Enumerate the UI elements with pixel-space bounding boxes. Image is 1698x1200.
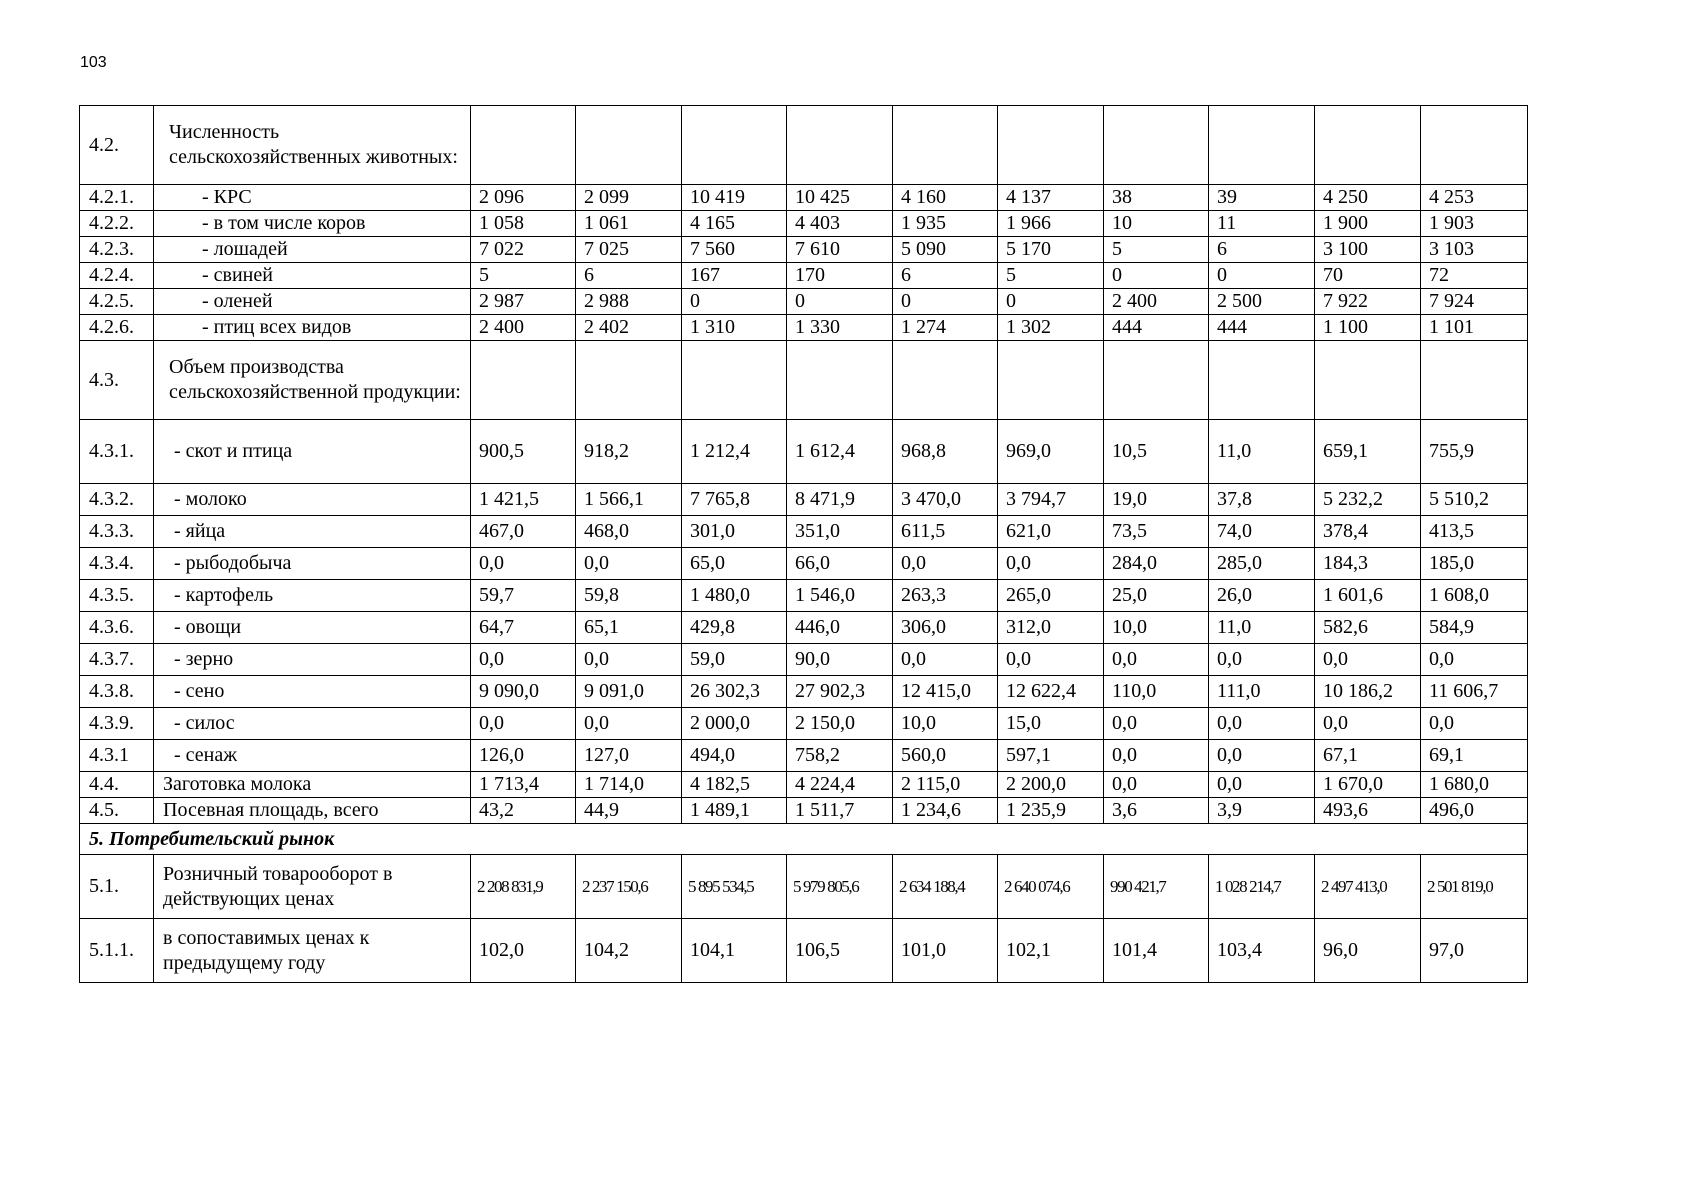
value-cell: 103,4 (1209, 919, 1315, 983)
value-cell: 2 200,0 (998, 772, 1104, 798)
value-cell: 15,0 (998, 708, 1104, 740)
value-cell: 4 182,5 (682, 772, 787, 798)
value-cell: 37,8 (1209, 484, 1315, 516)
value-cell: 1 546,0 (787, 580, 893, 612)
empty-cell (576, 341, 682, 420)
value-cell: 10 419 (682, 185, 787, 211)
value-cell: 1 903 (1421, 211, 1528, 237)
table-row (80, 580, 1528, 612)
value-cell: 4 165 (682, 211, 787, 237)
value-cell: 25,0 (1104, 580, 1209, 612)
value-cell: 1 058 (471, 211, 576, 237)
value-cell: 6 (1209, 237, 1315, 263)
value-cell: 0 (682, 289, 787, 315)
value-cell: 104,1 (682, 919, 787, 983)
value-cell: 44,9 (576, 798, 682, 824)
value-cell: 3 470,0 (893, 484, 998, 516)
value-cell: 306,0 (893, 612, 998, 644)
value-cell: 9 091,0 (576, 676, 682, 708)
value-cell: 59,7 (471, 580, 576, 612)
value-cell: 12 415,0 (893, 676, 998, 708)
value-cell: 312,0 (998, 612, 1104, 644)
value-cell: 3 794,7 (998, 484, 1104, 516)
value-cell: 4 224,4 (787, 772, 893, 798)
value-cell: 263,3 (893, 580, 998, 612)
value-cell: 429,8 (682, 612, 787, 644)
value-cell: 0,0 (1209, 740, 1315, 772)
value-cell: 1 714,0 (576, 772, 682, 798)
value-cell: 7 025 (576, 237, 682, 263)
value-cell: 1 680,0 (1421, 772, 1528, 798)
value-cell: 1 713,4 (471, 772, 576, 798)
empty-cell (787, 106, 893, 185)
row-label: - птиц всех видов (154, 315, 471, 341)
row-label: Численность сельскохозяйственных животных: (154, 106, 471, 185)
value-cell: 2 988 (576, 289, 682, 315)
value-cell: 5 232,2 (1315, 484, 1421, 516)
row-label: - молоко (154, 484, 471, 516)
table-row (80, 644, 1528, 676)
value-cell: 7 924 (1421, 289, 1528, 315)
row-label: - силос (154, 708, 471, 740)
empty-cell (682, 341, 787, 420)
value-cell: 170 (787, 263, 893, 289)
value-cell: 758,2 (787, 740, 893, 772)
statistics-table (79, 105, 1528, 983)
section-header-row (80, 341, 1528, 420)
value-cell: 493,6 (1315, 798, 1421, 824)
row-code: 4.4. (80, 772, 154, 798)
table-row (80, 740, 1528, 772)
row-code: 4.3.9. (80, 708, 154, 740)
table-row (80, 798, 1528, 824)
value-cell: 74,0 (1209, 516, 1315, 548)
value-cell: 0,0 (998, 548, 1104, 580)
value-cell: 560,0 (893, 740, 998, 772)
value-cell: 2 208 831,9 (471, 855, 576, 919)
value-cell: 0,0 (893, 644, 998, 676)
value-cell: 496,0 (1421, 798, 1528, 824)
value-cell: 102,0 (471, 919, 576, 983)
row-code: 4.3.1. (80, 420, 154, 484)
value-cell: 1 511,7 (787, 798, 893, 824)
section-title: 5. Потребительский рынок (80, 824, 1528, 855)
row-code: 4.2.5. (80, 289, 154, 315)
value-cell: 1 100 (1315, 315, 1421, 341)
value-cell: 0 (1104, 263, 1209, 289)
value-cell: 4 160 (893, 185, 998, 211)
table-row (80, 516, 1528, 548)
empty-cell (998, 341, 1104, 420)
value-cell: 7 022 (471, 237, 576, 263)
value-cell: 59,8 (576, 580, 682, 612)
value-cell: 66,0 (787, 548, 893, 580)
row-code: 4.3.2. (80, 484, 154, 516)
value-cell: 1 274 (893, 315, 998, 341)
value-cell: 167 (682, 263, 787, 289)
value-cell: 184,3 (1315, 548, 1421, 580)
value-cell: 5 (1104, 237, 1209, 263)
value-cell: 0,0 (1421, 708, 1528, 740)
value-cell: 27 902,3 (787, 676, 893, 708)
value-cell: 97,0 (1421, 919, 1528, 983)
value-cell: 0 (1209, 263, 1315, 289)
value-cell: 5 090 (893, 237, 998, 263)
value-cell: 67,1 (1315, 740, 1421, 772)
value-cell: 3 103 (1421, 237, 1528, 263)
value-cell: 39 (1209, 185, 1315, 211)
value-cell: 2 400 (471, 315, 576, 341)
row-label: - оленей (154, 289, 471, 315)
value-cell: 0,0 (471, 708, 576, 740)
value-cell: 1 234,6 (893, 798, 998, 824)
value-cell: 0 (893, 289, 998, 315)
empty-cell (1421, 341, 1528, 420)
empty-cell (471, 341, 576, 420)
value-cell: 10 425 (787, 185, 893, 211)
row-label: - зерно (154, 644, 471, 676)
table-row (80, 919, 1528, 983)
value-cell: 1 212,4 (682, 420, 787, 484)
row-label: Заготовка молока (154, 772, 471, 798)
value-cell: 1 670,0 (1315, 772, 1421, 798)
row-code: 4.3.5. (80, 580, 154, 612)
table-row (80, 211, 1528, 237)
value-cell: 110,0 (1104, 676, 1209, 708)
row-code: 4.3. (80, 341, 154, 420)
value-cell: 2 000,0 (682, 708, 787, 740)
value-cell: 2 987 (471, 289, 576, 315)
value-cell: 900,5 (471, 420, 576, 484)
value-cell: 19,0 (1104, 484, 1209, 516)
empty-cell (576, 106, 682, 185)
value-cell: 4 403 (787, 211, 893, 237)
value-cell: 1 489,1 (682, 798, 787, 824)
empty-cell (998, 106, 1104, 185)
value-cell: 126,0 (471, 740, 576, 772)
value-cell: 584,9 (1421, 612, 1528, 644)
section-title-row (80, 824, 1528, 855)
empty-cell (893, 341, 998, 420)
value-cell: 38 (1104, 185, 1209, 211)
value-cell: 2 640 074,6 (998, 855, 1104, 919)
value-cell: 5 979 805,6 (787, 855, 893, 919)
row-code: 4.3.6. (80, 612, 154, 644)
value-cell: 0,0 (1104, 772, 1209, 798)
value-cell: 6 (576, 263, 682, 289)
value-cell: 2 237 150,6 (576, 855, 682, 919)
value-cell: 0,0 (1104, 708, 1209, 740)
value-cell: 0,0 (1315, 708, 1421, 740)
table-row (80, 420, 1528, 484)
value-cell: 106,5 (787, 919, 893, 983)
value-cell: 5 170 (998, 237, 1104, 263)
value-cell: 64,7 (471, 612, 576, 644)
row-label: - свиней (154, 263, 471, 289)
row-label: в сопоставимых ценах к предыдущему году (154, 919, 471, 983)
value-cell: 1 302 (998, 315, 1104, 341)
empty-cell (1104, 106, 1209, 185)
row-code: 4.2.1. (80, 185, 154, 211)
value-cell: 10,0 (893, 708, 998, 740)
empty-cell (471, 106, 576, 185)
value-cell: 90,0 (787, 644, 893, 676)
table-row (80, 237, 1528, 263)
value-cell: 3,9 (1209, 798, 1315, 824)
value-cell: 65,0 (682, 548, 787, 580)
value-cell: 1 966 (998, 211, 1104, 237)
value-cell: 2 634 188,4 (893, 855, 998, 919)
value-cell: 7 560 (682, 237, 787, 263)
empty-cell (1104, 341, 1209, 420)
value-cell: 127,0 (576, 740, 682, 772)
row-code: 5.1.1. (80, 919, 154, 983)
table-row (80, 315, 1528, 341)
value-cell: 2 400 (1104, 289, 1209, 315)
value-cell: 611,5 (893, 516, 998, 548)
value-cell: 70 (1315, 263, 1421, 289)
value-cell: 9 090,0 (471, 676, 576, 708)
value-cell: 4 250 (1315, 185, 1421, 211)
value-cell: 378,4 (1315, 516, 1421, 548)
table-row (80, 548, 1528, 580)
value-cell: 285,0 (1209, 548, 1315, 580)
value-cell: 1 028 214,7 (1209, 855, 1315, 919)
value-cell: 444 (1104, 315, 1209, 341)
value-cell: 2 500 (1209, 289, 1315, 315)
value-cell: 11 606,7 (1421, 676, 1528, 708)
table-row (80, 612, 1528, 644)
row-label: Розничный товарооборот в действующих ценах (154, 855, 471, 919)
value-cell: 0 (787, 289, 893, 315)
row-code: 4.2.6. (80, 315, 154, 341)
table-row (80, 263, 1528, 289)
empty-cell (1421, 106, 1528, 185)
value-cell: 0,0 (1209, 644, 1315, 676)
value-cell: 1 421,5 (471, 484, 576, 516)
value-cell: 0,0 (576, 548, 682, 580)
value-cell: 468,0 (576, 516, 682, 548)
value-cell: 2 115,0 (893, 772, 998, 798)
section-header-row (80, 106, 1528, 185)
value-cell: 446,0 (787, 612, 893, 644)
value-cell: 0 (998, 289, 1104, 315)
row-code: 4.2.4. (80, 263, 154, 289)
row-code: 4.3.4. (80, 548, 154, 580)
row-code: 4.3.8. (80, 676, 154, 708)
value-cell: 185,0 (1421, 548, 1528, 580)
value-cell: 1 601,6 (1315, 580, 1421, 612)
page-number: 103 (80, 54, 107, 71)
row-code: 4.5. (80, 798, 154, 824)
value-cell: 0,0 (576, 644, 682, 676)
value-cell: 4 137 (998, 185, 1104, 211)
value-cell: 659,1 (1315, 420, 1421, 484)
value-cell: 11 (1209, 211, 1315, 237)
value-cell: 10 186,2 (1315, 676, 1421, 708)
value-cell: 1 935 (893, 211, 998, 237)
row-label: - сенаж (154, 740, 471, 772)
value-cell: 101,0 (893, 919, 998, 983)
table-row (80, 855, 1528, 919)
value-cell: 0,0 (998, 644, 1104, 676)
value-cell: 8 471,9 (787, 484, 893, 516)
value-cell: 12 622,4 (998, 676, 1104, 708)
row-label: - картофель (154, 580, 471, 612)
row-label: Посевная площадь, всего (154, 798, 471, 824)
value-cell: 0,0 (1209, 708, 1315, 740)
row-code: 4.3.3. (80, 516, 154, 548)
value-cell: 1 330 (787, 315, 893, 341)
row-code: 4.3.1 (80, 740, 154, 772)
value-cell: 72 (1421, 263, 1528, 289)
value-cell: 111,0 (1209, 676, 1315, 708)
table-row (80, 708, 1528, 740)
value-cell: 7 922 (1315, 289, 1421, 315)
empty-cell (787, 341, 893, 420)
value-cell: 10,5 (1104, 420, 1209, 484)
value-cell: 0,0 (1315, 644, 1421, 676)
empty-cell (1315, 341, 1421, 420)
value-cell: 7 765,8 (682, 484, 787, 516)
row-label: - овощи (154, 612, 471, 644)
value-cell: 0,0 (471, 644, 576, 676)
value-cell: 1 566,1 (576, 484, 682, 516)
value-cell: 467,0 (471, 516, 576, 548)
row-code: 4.2.3. (80, 237, 154, 263)
row-code: 4.2.2. (80, 211, 154, 237)
value-cell: 1 480,0 (682, 580, 787, 612)
row-code: 5.1. (80, 855, 154, 919)
row-label: - сено (154, 676, 471, 708)
empty-cell (893, 106, 998, 185)
value-cell: 582,6 (1315, 612, 1421, 644)
table-row (80, 772, 1528, 798)
value-cell: 755,9 (1421, 420, 1528, 484)
value-cell: 104,2 (576, 919, 682, 983)
value-cell: 65,1 (576, 612, 682, 644)
value-cell: 621,0 (998, 516, 1104, 548)
empty-cell (682, 106, 787, 185)
value-cell: 3 100 (1315, 237, 1421, 263)
value-cell: 73,5 (1104, 516, 1209, 548)
value-cell: 1 608,0 (1421, 580, 1528, 612)
value-cell: 2 150,0 (787, 708, 893, 740)
value-cell: 69,1 (1421, 740, 1528, 772)
value-cell: 7 610 (787, 237, 893, 263)
value-cell: 43,2 (471, 798, 576, 824)
value-cell: 494,0 (682, 740, 787, 772)
value-cell: 2 096 (471, 185, 576, 211)
row-label: - скот и птица (154, 420, 471, 484)
value-cell: 968,8 (893, 420, 998, 484)
value-cell: 444 (1209, 315, 1315, 341)
value-cell: 0,0 (1209, 772, 1315, 798)
value-cell: 969,0 (998, 420, 1104, 484)
row-code: 4.2. (80, 106, 154, 185)
value-cell: 10,0 (1104, 612, 1209, 644)
value-cell: 26,0 (1209, 580, 1315, 612)
value-cell: 26 302,3 (682, 676, 787, 708)
table-row (80, 185, 1528, 211)
row-label: - яйца (154, 516, 471, 548)
value-cell: 6 (893, 263, 998, 289)
row-label: Объем производства сельскохозяйственной продукции: (154, 341, 471, 420)
value-cell: 5 (998, 263, 1104, 289)
value-cell: 11,0 (1209, 420, 1315, 484)
value-cell: 3,6 (1104, 798, 1209, 824)
value-cell: 2 497 413,0 (1315, 855, 1421, 919)
value-cell: 1 310 (682, 315, 787, 341)
value-cell: 11,0 (1209, 612, 1315, 644)
row-label: - КРС (154, 185, 471, 211)
value-cell: 101,4 (1104, 919, 1209, 983)
value-cell: 1 101 (1421, 315, 1528, 341)
empty-cell (1209, 106, 1315, 185)
value-cell: 990 421,7 (1104, 855, 1209, 919)
value-cell: 0,0 (471, 548, 576, 580)
row-label: - рыбодобыча (154, 548, 471, 580)
empty-cell (1209, 341, 1315, 420)
value-cell: 96,0 (1315, 919, 1421, 983)
value-cell: 351,0 (787, 516, 893, 548)
value-cell: 0,0 (893, 548, 998, 580)
table-row (80, 484, 1528, 516)
value-cell: 918,2 (576, 420, 682, 484)
row-label: - в том числе коров (154, 211, 471, 237)
value-cell: 1 612,4 (787, 420, 893, 484)
value-cell: 5 895 534,5 (682, 855, 787, 919)
value-cell: 284,0 (1104, 548, 1209, 580)
value-cell: 2 501 819,0 (1421, 855, 1528, 919)
empty-cell (1315, 106, 1421, 185)
row-label: - лошадей (154, 237, 471, 263)
value-cell: 0,0 (576, 708, 682, 740)
value-cell: 0,0 (1421, 644, 1528, 676)
value-cell: 0,0 (1104, 644, 1209, 676)
value-cell: 59,0 (682, 644, 787, 676)
value-cell: 5 510,2 (1421, 484, 1528, 516)
table-row (80, 289, 1528, 315)
value-cell: 5 (471, 263, 576, 289)
value-cell: 10 (1104, 211, 1209, 237)
value-cell: 2 099 (576, 185, 682, 211)
value-cell: 413,5 (1421, 516, 1528, 548)
value-cell: 0,0 (1104, 740, 1209, 772)
table-row (80, 676, 1528, 708)
value-cell: 1 900 (1315, 211, 1421, 237)
value-cell: 1 061 (576, 211, 682, 237)
row-code: 4.3.7. (80, 644, 154, 676)
value-cell: 597,1 (998, 740, 1104, 772)
value-cell: 102,1 (998, 919, 1104, 983)
value-cell: 4 253 (1421, 185, 1528, 211)
value-cell: 301,0 (682, 516, 787, 548)
value-cell: 265,0 (998, 580, 1104, 612)
value-cell: 1 235,9 (998, 798, 1104, 824)
value-cell: 2 402 (576, 315, 682, 341)
